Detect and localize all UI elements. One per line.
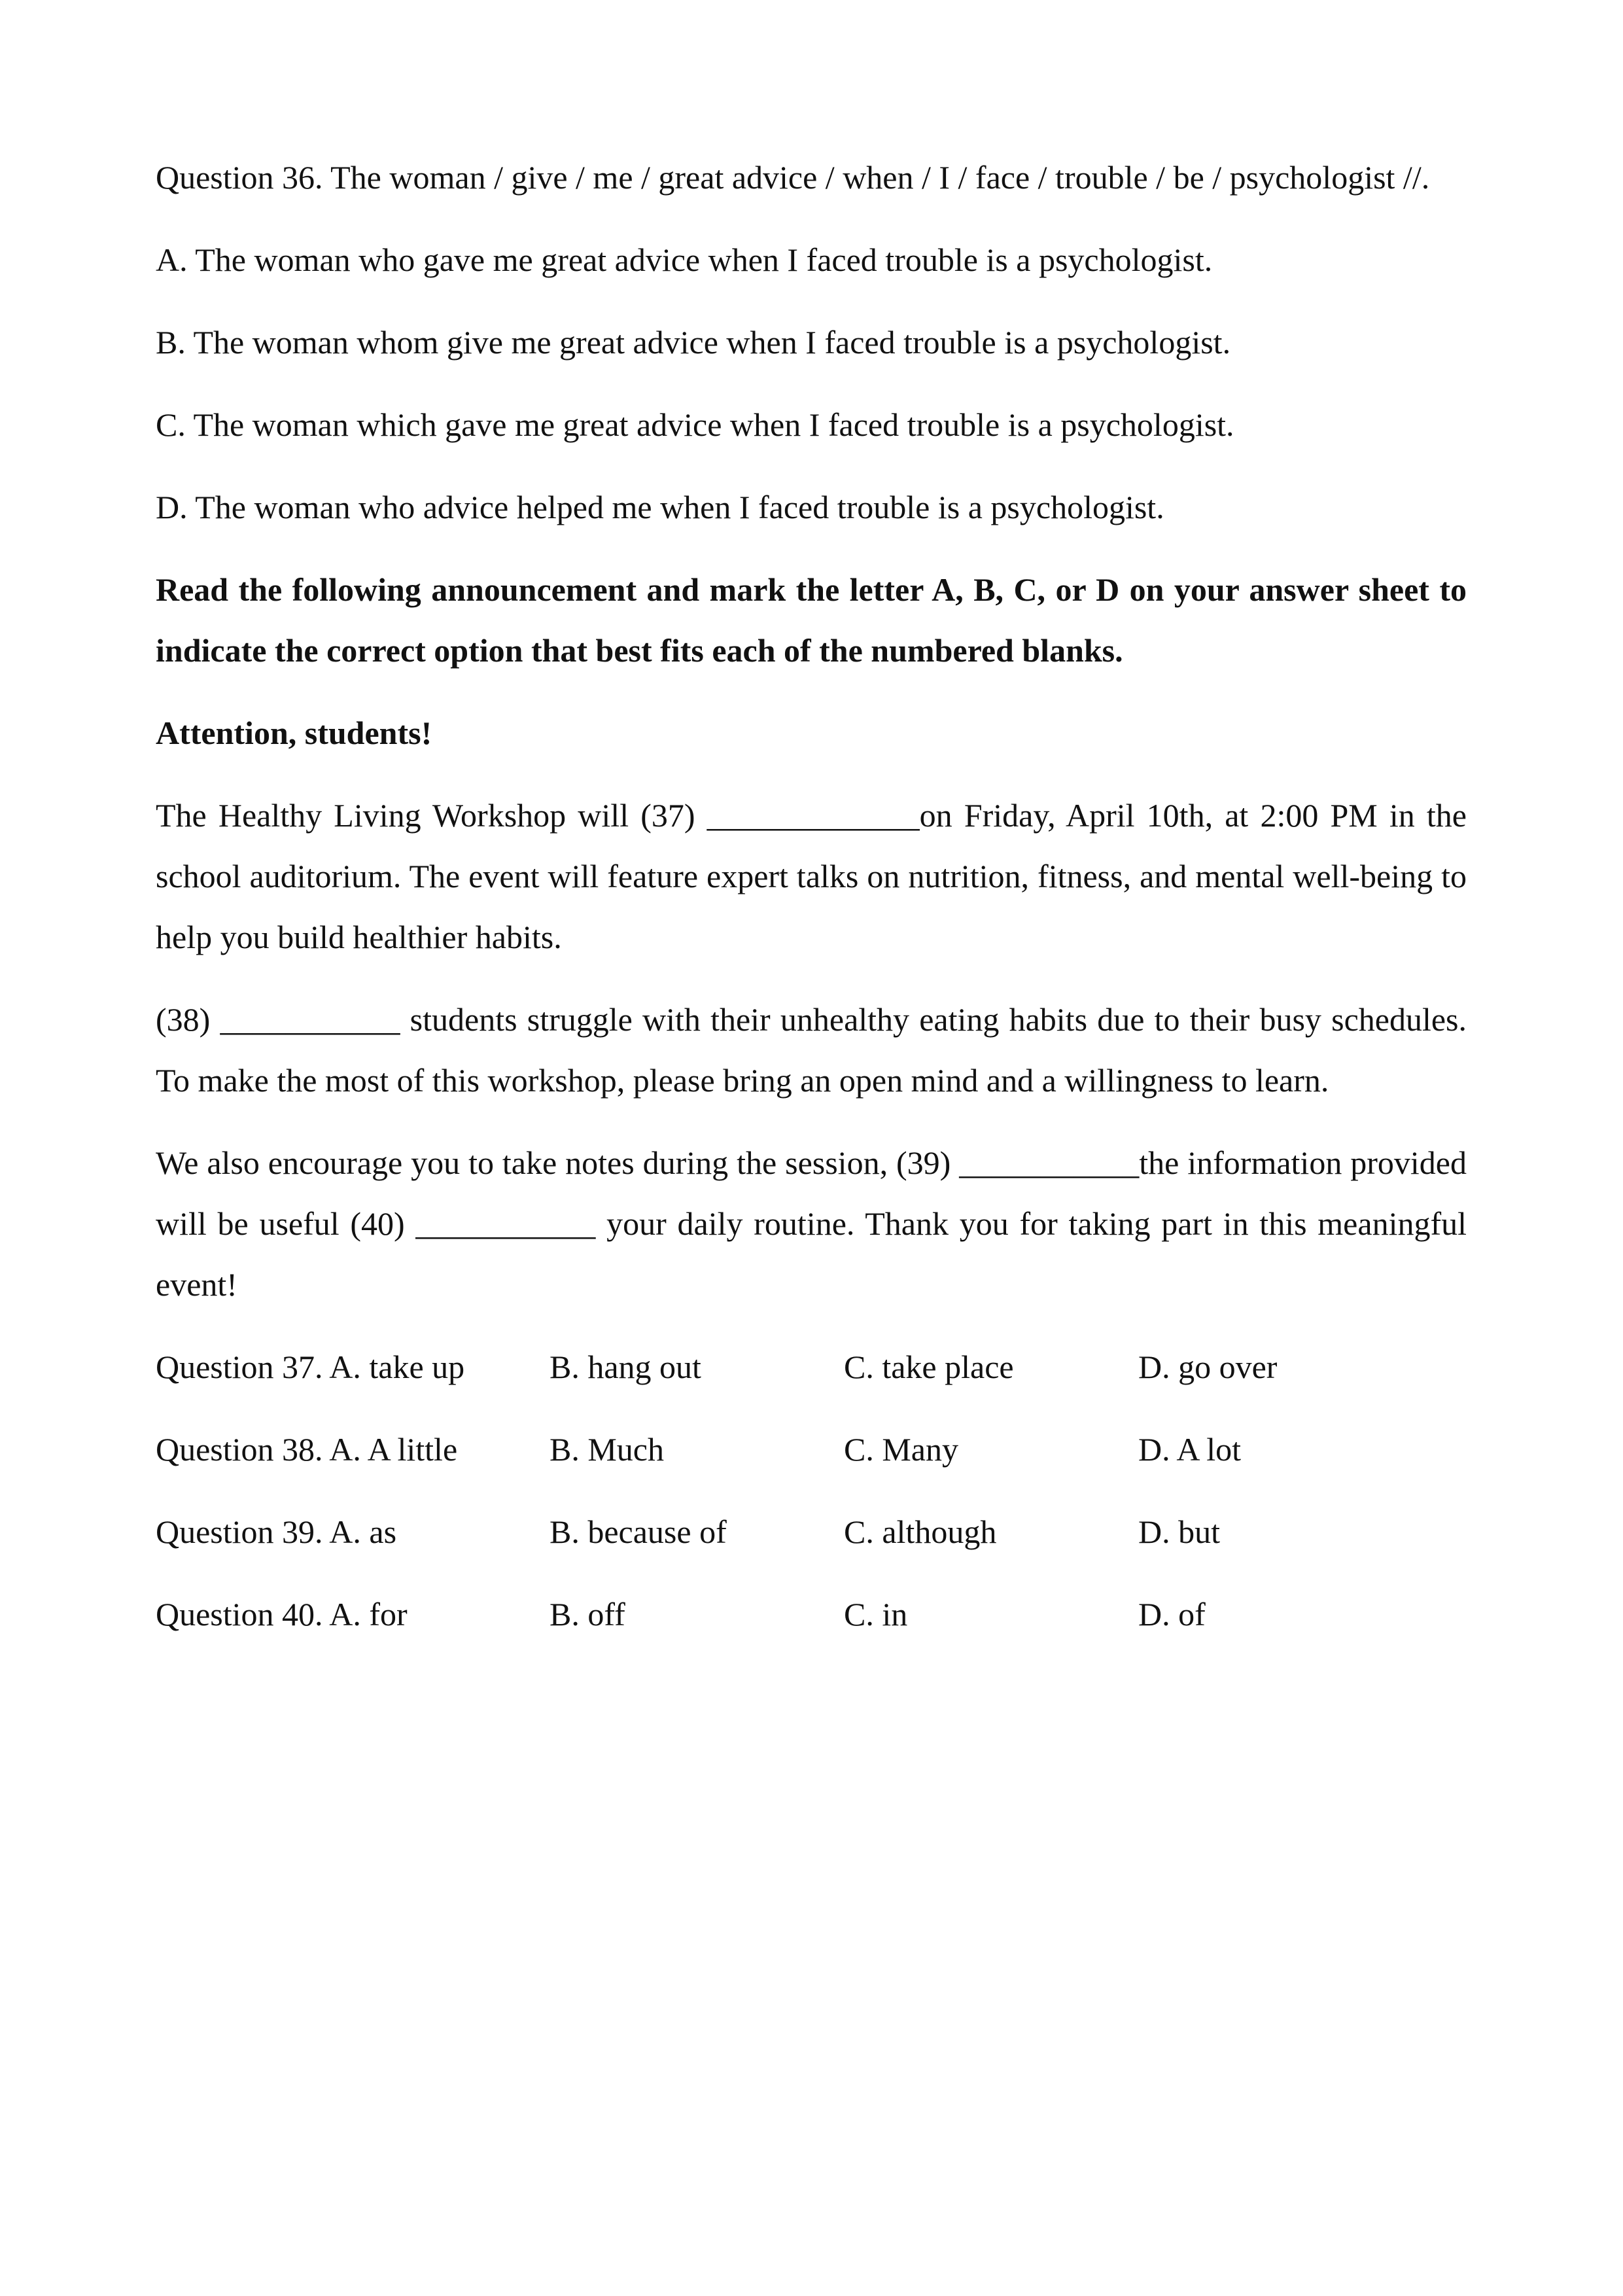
question-38-option-d: D. A lot (1138, 1431, 1241, 1468)
question-36-prompt: Question 36. The woman / give / me / great advice / when / I / face / trouble / be / psychologist //. (156, 159, 1430, 196)
question-38-row (156, 1419, 1467, 1480)
question-38-option-b: B. Much (550, 1431, 664, 1468)
announcement-paragraph-1: The Healthy Living Workshop will (37) _____________on Friday, April 10th, at 2:00 PM in the school auditorium. The event will feature expert talks on nutrition, fitness, and mental well-being to help you build healthier habits. (156, 797, 1467, 955)
question-37-option-a: Question 37. A. take up (156, 1349, 465, 1385)
question-40-option-b: B. off (550, 1596, 625, 1633)
exam-page (156, 147, 1467, 1667)
question-40-option-a: Question 40. A. for (156, 1596, 408, 1633)
question-39-option-b: B. because of (550, 1513, 727, 1550)
question-40-option-c: C. in (844, 1596, 908, 1633)
question-40-option-d: D. of (1138, 1596, 1206, 1633)
announcement-paragraph-2: (38) ___________ students struggle with their unhealthy eating habits due to their busy schedules. To make the most of this workshop, please bring an open mind and a willingness to learn. (156, 1001, 1467, 1099)
announcement-heading: Attention, students! (156, 715, 432, 751)
question-40-row (156, 1584, 1467, 1645)
question-38-option-a: Question 38. A. A little (156, 1431, 458, 1468)
question-37-option-b: B. hang out (550, 1349, 701, 1385)
announcement-paragraph-3: We also encourage you to take notes during the session, (39) ___________the information provided will be useful (40) ___________ your daily routine. Thank you for taking part in this meaningful event! (156, 1144, 1467, 1303)
question-37-option-d: D. go over (1138, 1349, 1278, 1385)
question-36-option-d: D. The woman who advice helped me when I faced trouble is a psychologist. (156, 489, 1164, 525)
question-37-row (156, 1337, 1467, 1398)
question-39-option-a: Question 39. A. as (156, 1513, 397, 1550)
question-39-option-d: D. but (1138, 1513, 1220, 1550)
question-39-row (156, 1502, 1467, 1563)
section-instruction: Read the following announcement and mark the letter A, B, C, or D on your answer sheet to indicate the correct option that best fits each of the numbered blanks. (156, 571, 1467, 669)
question-36-option-c: C. The woman which gave me great advice when I faced trouble is a psychologist. (156, 406, 1234, 443)
question-36-option-b: B. The woman whom give me great advice when I faced trouble is a psychologist. (156, 324, 1231, 361)
question-37-option-c: C. take place (844, 1349, 1014, 1385)
question-36-option-a: A. The woman who gave me great advice when I faced trouble is a psychologist. (156, 241, 1213, 278)
question-38-option-c: C. Many (844, 1431, 958, 1468)
question-39-option-c: C. although (844, 1513, 997, 1550)
